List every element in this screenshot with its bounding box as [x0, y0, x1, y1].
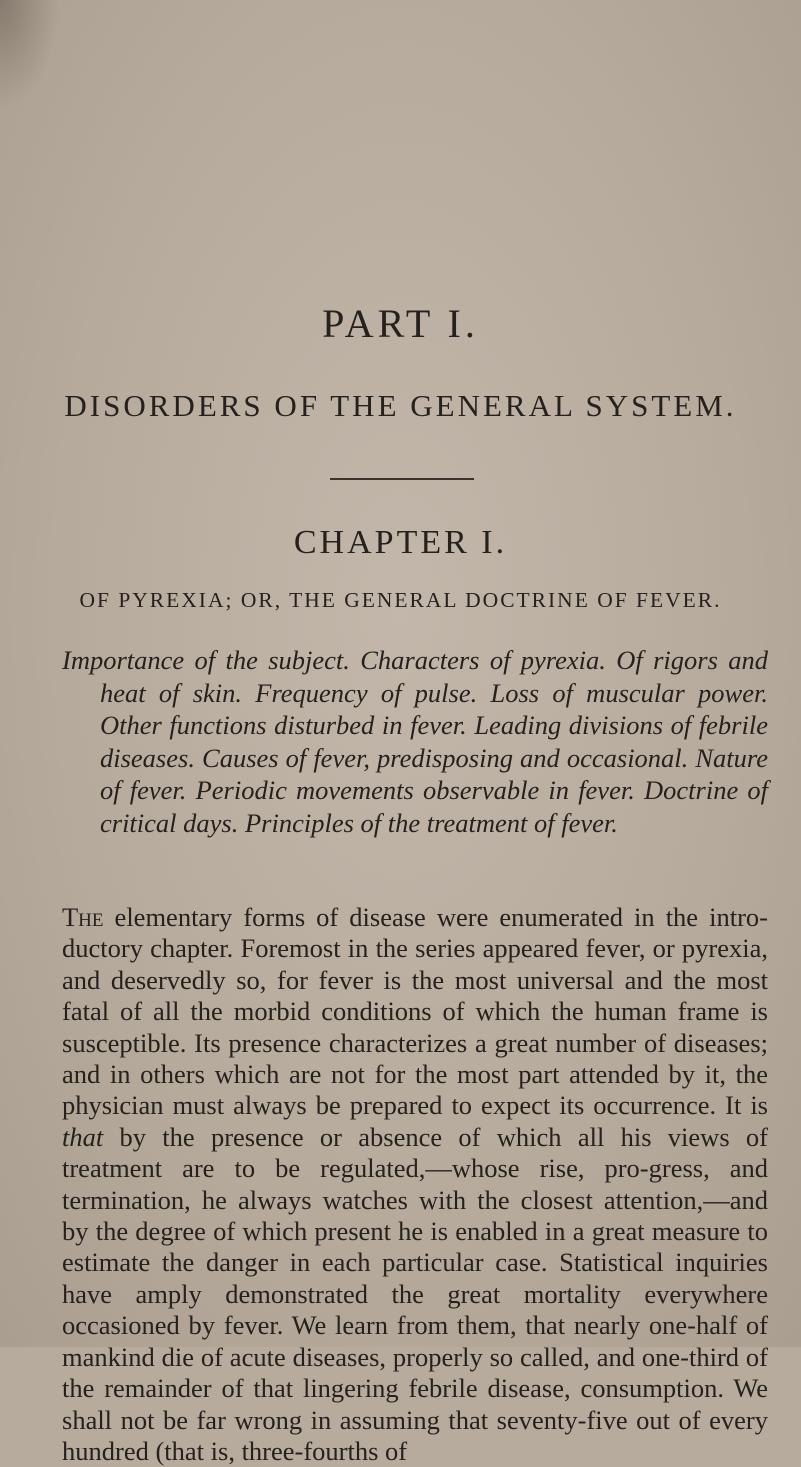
body-paragraph	[62, 902, 768, 1467]
part-title: DISORDERS OF THE GENERAL SYSTEM.	[64, 388, 737, 423]
emphasized-word: that	[62, 1121, 104, 1152]
chapter-heading: CHAPTER I.	[293, 524, 508, 561]
page-corner-shadow	[0, 0, 60, 110]
opening-word: The	[62, 902, 104, 932]
chapter-argument: Importance of the subject. Characters of pyrexia. Of rigors and heat of skin. Frequency of pulse. Loss of muscular power. Other functions disturbed in fever. Leading divisions of febrile diseases. Causes of fever, predisposing and occasional. Nature of fever. Periodic movements observable in fever. Doctrine of critical days. Principles of the treatment of fever.	[62, 645, 768, 838]
section-divider	[330, 478, 474, 480]
body-text-part-1: elementary forms of disease were enumerated in the intro-ductory chapter. Foremost in the series appeared fever, or pyrexia, and deservedly so, for fever is the most universal and the most fatal of all the morbid conditions of which the human frame is susceptible. Its presence characterizes a great number of diseases; and in others which are not for the most part attended by it, the physician must always be prepared to expect its occurrence. It is	[62, 902, 768, 1121]
chapter-subtitle: OF PYREXIA; OR, THE GENERAL DOCTRINE OF FEVER.	[79, 588, 722, 612]
body-text-part-2: by the presence or absence of which all his views of treatment are to be regulated,—whose rise, pro-gress, and termination, he always watches with the closest attention,—and by the degree of which present he is enabled in a great measure to estimate the danger in each particular case. Statistical inquiries have amply demonstrated the great mortality everywhere occasioned by fever. We learn from them, that nearly one-half of mankind die of acute diseases, properly so called, and one-third of the remainder of that lingering febrile disease, consumption. We shall not be far wrong in assuming that seventy-five out of every hundred (that is, three-fourths of	[62, 1121, 768, 1466]
part-heading: PART I.	[322, 301, 479, 346]
